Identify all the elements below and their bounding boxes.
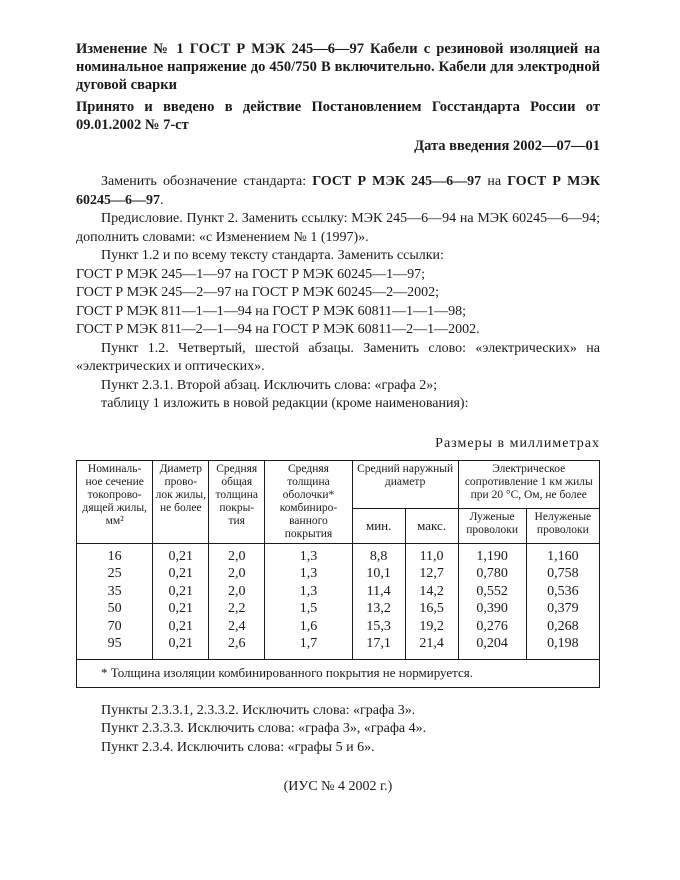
table-footnote: * Толщина изоляции комбинированного покрытия не нормируется. [77, 659, 600, 687]
table-cell: 0,21 [168, 636, 194, 651]
table-cell: 13,2 [366, 601, 391, 616]
further-changes [76, 702, 600, 758]
table-cell: 1,5 [299, 601, 318, 616]
header-wire-diameter: Диаметр прово- лок жилы, не более [153, 460, 209, 543]
ref-line: ГОСТ Р МЭК 811—1—1—94 на ГОСТ Р МЭК 60811—1—1—98; [76, 303, 467, 319]
table-cell: 1,7 [299, 636, 318, 651]
document-page [76, 40, 600, 795]
table-cell: 1,160 [547, 548, 579, 564]
ref-line: ГОСТ Р МЭК 245—1—97 на ГОСТ Р МЭК 60245—1—97; [76, 266, 426, 282]
table-cell: 14,2 [419, 583, 444, 599]
col-tinned [458, 543, 526, 659]
table-cell: 0,536 [547, 583, 579, 599]
table-cell: 0,552 [476, 583, 508, 599]
table-cell: 12,7 [419, 566, 444, 581]
col-max [405, 543, 458, 659]
table-cell: 17,1 [366, 636, 391, 651]
table-cell: 2,0 [227, 566, 246, 581]
table-cell: 2,0 [227, 548, 246, 564]
table-cell: 11,4 [366, 583, 391, 599]
col-min [352, 543, 405, 659]
header-min: мин. [352, 509, 405, 543]
table-cell: 0,198 [547, 636, 579, 651]
table-cell: 0,21 [168, 618, 194, 634]
paragraph-table-replace: таблицу 1 изложить в новой редакции (кроме наименования): [101, 396, 469, 411]
change-line: Пункт 2.3.4. Исключить слова: «графы 5 и 6». [101, 739, 375, 755]
table-cell: 19,2 [419, 618, 444, 634]
ius-reference: (ИУС № 4 2002 г.) [283, 779, 393, 794]
table-cell: 8,8 [369, 548, 388, 564]
header-insulation: Средняя общая толщина покры- тия [209, 460, 265, 543]
adoption-note: Принято и введено в действие Постановлением Госстандарта России от 09.01.2002 № 7-ст [76, 99, 600, 133]
table-cell: 1,3 [299, 566, 318, 581]
table-cell: 0,379 [547, 601, 579, 616]
table-cell: 2,0 [227, 583, 246, 599]
header-sheath: Средняя толщина оболочки* комбиниро- ванного покрытия [265, 460, 353, 543]
col-untinned [526, 543, 599, 659]
table-cell: 0,780 [476, 566, 508, 581]
col-insulation [209, 543, 265, 659]
table-cell: 0,21 [168, 601, 194, 616]
header-untinned: Нелуженые проволоки [526, 509, 599, 543]
table-cell: 2,6 [227, 636, 246, 651]
table-cell: 0,390 [476, 601, 508, 616]
table-cell: 10,1 [366, 566, 391, 581]
table-cell: 0,21 [168, 583, 194, 599]
header-max: макс. [405, 509, 458, 543]
table-cell: 2,4 [227, 618, 246, 634]
ref-line: ГОСТ Р МЭК 811—2—1—94 на ГОСТ Р МЭК 60811—2—1—2002. [76, 322, 480, 337]
paragraph-foreword: Предисловие. Пункт 2. Заменить ссылку: МЭК 245—6—94 на МЭК 60245—6—94; дополнить словами: «с Изменением № 1 (1997)». [76, 211, 600, 245]
table-cell: 0,21 [168, 548, 194, 564]
date-introduced: Дата введения 2002—07—01 [414, 138, 600, 154]
amendment-body [76, 173, 600, 414]
table-cell: 35 [107, 583, 122, 599]
table-cell: 1,3 [299, 583, 318, 599]
cable-spec-table [76, 460, 600, 688]
change-line: Пункты 2.3.3.1, 2.3.3.2. Исключить слова: «графа 3». [101, 702, 416, 718]
change-line: Пункт 2.3.3.3. Исключить слова: «графа 3», «графа 4». [101, 721, 427, 736]
table-cell: 0,21 [168, 566, 194, 581]
amendment-title: Изменение № 1 ГОСТ Р МЭК 245—6—97 Кабели с резиновой изоляцией на номинальное напряжение до 450/750 В включительно. Кабели для электродной дуговой сварки [76, 41, 600, 93]
table-cell: 70 [107, 618, 122, 634]
header-tinned: Луженые проволоки [458, 509, 526, 543]
table-cell: 2,2 [227, 601, 246, 616]
header-resistance: Электрическое сопротивление 1 км жилы при 20 °С, Ом, не более [458, 460, 599, 509]
ref-line: ГОСТ Р МЭК 245—2—97 на ГОСТ Р МЭК 60245—2—2002; [76, 285, 440, 300]
col-section [77, 543, 153, 659]
table-cell: 15,3 [366, 618, 391, 634]
table-cell: 25 [107, 566, 122, 581]
col-sheath [265, 543, 353, 659]
col-wire-diameter [153, 543, 209, 659]
table-cell: 50 [107, 601, 122, 616]
table-cell: 1,3 [299, 548, 318, 564]
header-section: Номиналь- ное сечение токопрово- дящей жилы, мм² [77, 460, 153, 543]
table-cell: 0,758 [547, 566, 579, 581]
paragraph-2-3-1: Пункт 2.3.1. Второй абзац. Исключить слова: «графа 2»; [101, 377, 438, 393]
table-cell: 0,204 [476, 636, 508, 651]
table-cell: 16,5 [419, 601, 444, 616]
table-units: Размеры в миллиметрах [435, 435, 600, 451]
table-cell: 0,276 [476, 618, 508, 634]
table-cell: 11,0 [419, 548, 444, 564]
table-cell: 95 [107, 636, 122, 651]
table-cell: 16 [107, 548, 122, 564]
paragraph-refs-intro: Пункт 1.2 и по всему тексту стандарта. Заменить ссылки: [101, 248, 444, 263]
table-cell: 0,268 [547, 618, 579, 634]
table-cell: 1,190 [476, 548, 508, 564]
paragraph-designation: Заменить обозначение стандарта: ГОСТ Р МЭК 245—6—97 на ГОСТ Р МЭК 60245—6—97. [76, 174, 600, 208]
header-outer-diameter: Средний наружный диаметр [352, 460, 458, 509]
table-cell: 21,4 [419, 636, 444, 651]
table-cell: 1,6 [299, 618, 318, 634]
paragraph-1-2: Пункт 1.2. Четвертый, шестой абзацы. Заменить слово: «электрических» на «электрических и оптических». [76, 340, 600, 374]
